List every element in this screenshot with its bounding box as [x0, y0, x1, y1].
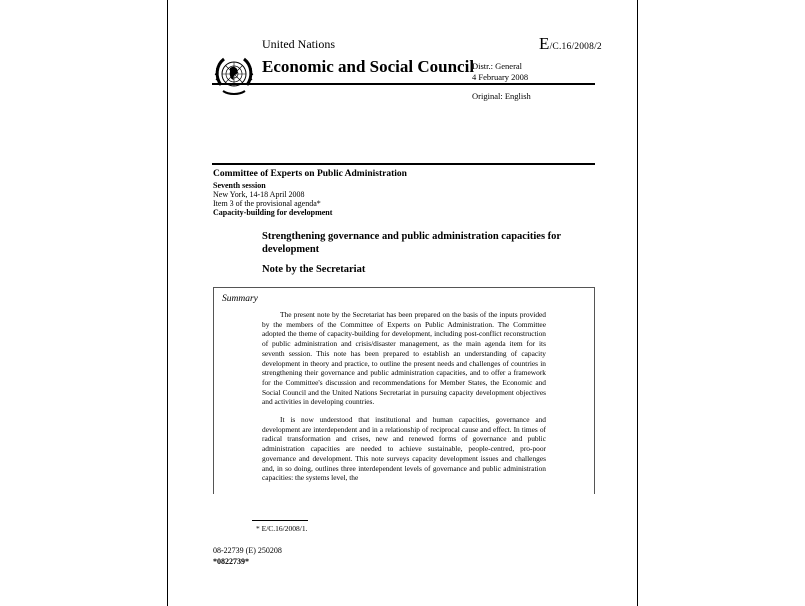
footnote: * E/C.16/2008/1. [256, 524, 308, 533]
page-right-edge [637, 0, 638, 606]
symbol-rest: /C.16/2008/2 [549, 42, 602, 52]
committee-name: Committee of Experts on Public Administration [213, 169, 407, 179]
symbol-prefix: E [539, 34, 550, 53]
job-number: 08-22739 (E) 250208 [213, 546, 282, 555]
summary-paragraph-2: It is now understood that institutional and human capacities, governance and development are interdependent and in a relationship of reciprocal cause and effect. In times of radical transformation and crises, new and renewed forms of governance and public administration capacities are needed to achieve sustainable, people-centred, pro-poor governance and development. This note surveys capacity development issues and challenges and, in so doing, outlines three interdependent levels of governance and public administration capacities: the systems level, the [262, 415, 546, 483]
organization-name: United Nations [262, 37, 335, 51]
summary-label: Summary [222, 294, 258, 304]
agenda-item: Item 3 of the provisional agenda* [213, 199, 321, 208]
distribution-status: Distr.: General [472, 61, 523, 71]
session-label: Seventh session [213, 181, 266, 190]
document-symbol [539, 34, 602, 54]
council-name: Economic and Social Council [262, 57, 475, 76]
agenda-title: Capacity-building for development [213, 208, 333, 217]
summary-box [213, 287, 595, 494]
document-title: Strengthening governance and public administration capacities for development [262, 231, 561, 255]
section-rule [212, 163, 595, 165]
footnote-rule [252, 520, 308, 521]
un-emblem-icon [213, 55, 255, 97]
header-rule [212, 83, 595, 85]
document-date: 4 February 2008 [472, 72, 529, 82]
barcode-number: *0822739* [213, 557, 249, 566]
page-left-edge [167, 0, 168, 606]
document-subtitle: Note by the Secretariat [262, 264, 366, 275]
summary-paragraph-1: The present note by the Secretariat has been prepared on the basis of the inputs provided by the members of the Committee of Experts on Public Administration. The Committee adopted the theme of capacity-building for development, including post-conflict reconstruction of public administration and crisis/disaster management, as the main agenda item for its seventh session. This note has been prepared to establish an understanding of capacity development in theory and practice, to outline the present needs and challenges of countries in strengthening their governance and public administration capacities, and to offer a framework for the Committee's discussion and recommendations for Member States, the Economic and Social Council and the United Nations Secretariat in pursuing capacity development objectives and activities in developing countries. [262, 310, 546, 407]
original-language: Original: English [472, 91, 531, 101]
place-date: New York, 14-18 April 2008 [213, 190, 305, 199]
